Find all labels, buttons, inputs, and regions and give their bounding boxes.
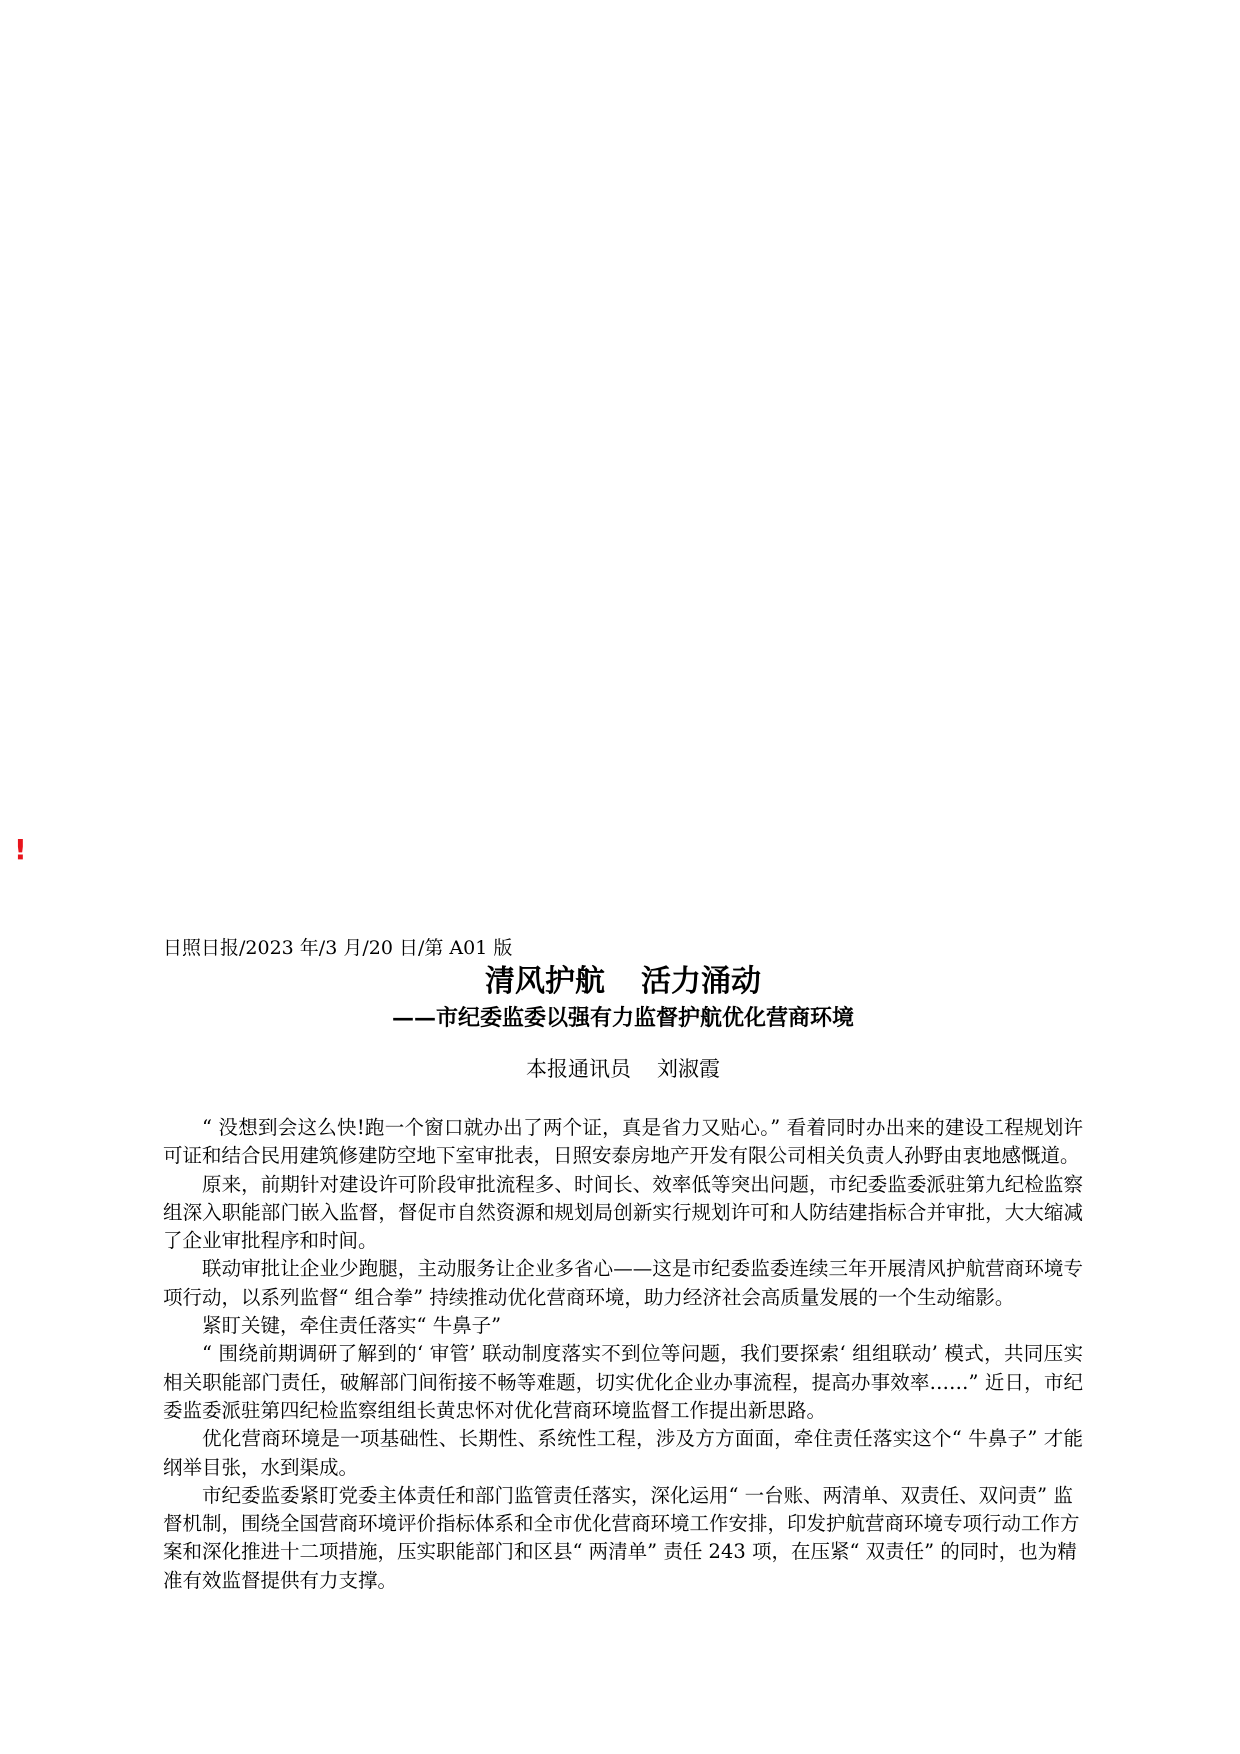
byline bbox=[163, 1054, 1083, 1084]
byline-role: 本报通讯员 bbox=[526, 1057, 631, 1081]
source-line: 日照日报/2023 年/3 月/20 日/第 A01 版 bbox=[163, 937, 513, 959]
article-title bbox=[163, 962, 1083, 1002]
paragraph: 优化营商环境是一项基础性、长期性、系统性工程，涉及方方面面，牵住责任落实这个“ 牛鼻子” 才能纲举目张，水到渠成。 bbox=[163, 1427, 1083, 1479]
red-exclamation-mark: ! bbox=[14, 833, 27, 866]
article bbox=[163, 934, 1083, 1595]
title-part-1: 清风护航 bbox=[485, 964, 605, 999]
paragraph: “ 围绕前期调研了解到的‘ 审管’ 联动制度落实不到位等问题，我们要探索‘ 组组联动’ 模式，共同压实相关职能部门责任，破解部门间衔接不畅等难题，切实优化企业办事流程，提高办事效率……” 近日，市纪委监委派驻第四纪检监察组组长黄忠怀对优化营商环境监督工作提出新思路。 bbox=[163, 1342, 1083, 1422]
title-part-2: 活力涌动 bbox=[641, 964, 761, 999]
article-body bbox=[163, 1114, 1083, 1595]
article-subtitle: ——市纪委监委以强有力监督护航优化营商环境 bbox=[391, 1005, 854, 1031]
byline-name: 刘淑霞 bbox=[657, 1057, 720, 1081]
paragraph: 联动审批让企业少跑腿，主动服务让企业多省心——这是市纪委监委连续三年开展清风护航营商环境专项行动，以系列监督“ 组合拳” 持续推动优化营商环境，助力经济社会高质量发展的一个生动缩影。 bbox=[163, 1257, 1083, 1309]
paragraph: 市纪委监委紧盯党委主体责任和部门监管责任落实，深化运用“ 一台账、两清单、双责任、双问责” 监督机制，围绕全国营商环境评价指标体系和全市优化营商环境工作安排，印发护航营商环境专项行动工作方案和深化推进十二项措施，压实职能部门和区县“ 两清单” 责任 243 项，在压紧“ 双责任” 的同时，也为精准有效监督提供有力支撑。 bbox=[163, 1483, 1080, 1592]
paragraph: “ 没想到会这么快!跑一个窗口就办出了两个证，真是省力又贴心。” 看着同时办出来的建设工程规划许可证和结合民用建筑修建防空地下室审批表，日照安泰房地产开发有限公司相关负责人孙野由衷地感慨道。 bbox=[163, 1116, 1083, 1168]
paragraph: 原来，前期针对建设许可阶段审批流程多、时间长、效率低等突出问题，市纪委监委派驻第九纪检监察组深入职能部门嵌入监督，督促市自然资源和规划局创新实行规划许可和人防结建指标合并审批，大大缩减了企业审批程序和时间。 bbox=[163, 1172, 1083, 1253]
section-heading: 紧盯关键，牵住责任落实“ 牛鼻子” bbox=[202, 1314, 502, 1338]
